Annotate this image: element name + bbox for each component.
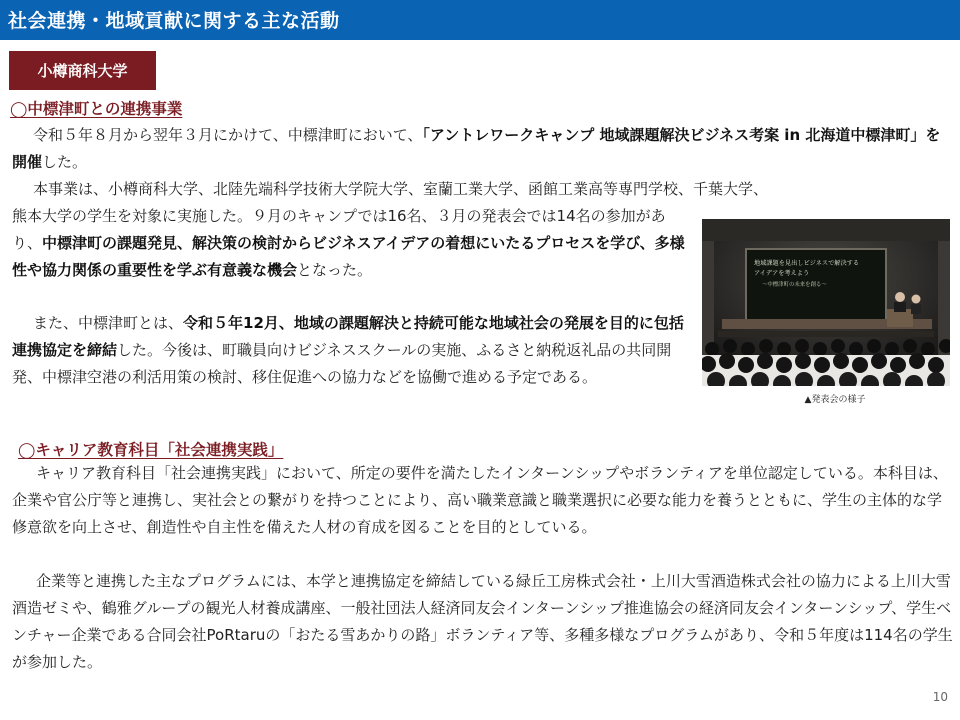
section1-paragraph-2-cont bbox=[12, 203, 687, 284]
section2-paragraph-2 bbox=[12, 568, 954, 676]
section-heading-nakashibetsu: ◯中標津町との連携事業 bbox=[10, 100, 183, 118]
text-run: となった。 bbox=[297, 261, 373, 279]
text-run: した。 bbox=[42, 153, 88, 171]
bold-run: 「アントレワークキャンプ 地域課題解決ビジネス考案 in 北海道中標津町」を開催 bbox=[12, 126, 941, 171]
text-run: また、中標津町とは、 bbox=[33, 314, 184, 332]
bold-run: 中標津町の課題発見、解決策の検討からビジネスアイデアの着想にいたるプロセスを学び、多様性や協力関係の重要性を学ぶ有意義な機会 bbox=[12, 234, 685, 279]
presentation-photo bbox=[702, 219, 950, 386]
bold-run: 令和５年12月、地域の課題解決と持続可能な地域社会の発展を目的に包括連携協定を締結 bbox=[12, 314, 684, 359]
section1-paragraph-3 bbox=[12, 310, 687, 391]
section1-paragraph-1 bbox=[12, 122, 954, 176]
section-heading-career-education: ◯キャリア教育科目「社会連携実践」 bbox=[18, 441, 284, 459]
text-run: 熊本大学の学生を対象に実施した。９月のキャンプでは16名、３月の発表会では14名の参加があり、 bbox=[12, 207, 666, 252]
screen-text-1: 地域課題を見出しビジネスで解決する bbox=[754, 260, 860, 267]
text-run: 令和５年８月から翌年３月にかけて、中標津町において、 bbox=[33, 126, 423, 144]
text-run: 企業等と連携した主なプログラムには、本学と連携協定を締結している緑丘工房株式会社・上川大雪酒造株式会社の協力による上川大雪酒造ゼミや、鶴雅グループの観光人材養成講座、一般社団法人経済同友会インターンシップ推進協会の経済同友会インターンシップ、学生ベンチャー企業である合同会社PoRtaruの「おたる雪あかりの路」ボランティア等、多種多様なプログラムがあり、令和５年度は114名の学生が参加した。 bbox=[12, 572, 953, 671]
page-number: 10 bbox=[932, 690, 948, 704]
photo-caption: ▲発表会の様子 bbox=[804, 395, 866, 405]
page-title: 社会連携・地域貢献に関する主な活動 bbox=[8, 10, 340, 32]
section1-paragraph-2-line1 bbox=[12, 176, 954, 203]
screen-text-3: ～中標津町の未来を創る～ bbox=[762, 282, 827, 288]
section2-paragraph-1 bbox=[12, 460, 954, 541]
text-run: した。今後は、町職員向けビジネススクールの実施、ふるさと納税返礼品の共同開発、中標津空港の利活用策の検討、移住促進への協力などを協働で進める予定である。 bbox=[12, 341, 672, 386]
text-run: キャリア教育科目「社会連携実践」において、所定の要件を満たしたインターンシップやボランティアを単位認定している。本科目は、企業や官公庁等と連携し、実社会との繋がりを持つことにより、高い職業意識と職業選択に必要な能力を養うとともに、学生の主体的な学修意欲を向上させ、創造性や自主性を備えた人材の育成を図ることを目的としている。 bbox=[12, 464, 948, 536]
text-run: 本事業は、小樽商科大学、北陸先端科学技術大学院大学、室蘭工業大学、函館工業高等専門学校、千葉大学、 bbox=[33, 180, 769, 198]
university-badge: 小樽商科大学 bbox=[9, 51, 156, 90]
auditorium-illustration bbox=[702, 219, 950, 386]
header-bar bbox=[0, 0, 960, 40]
screen-text-2: アイデアを考えよう bbox=[754, 270, 810, 277]
